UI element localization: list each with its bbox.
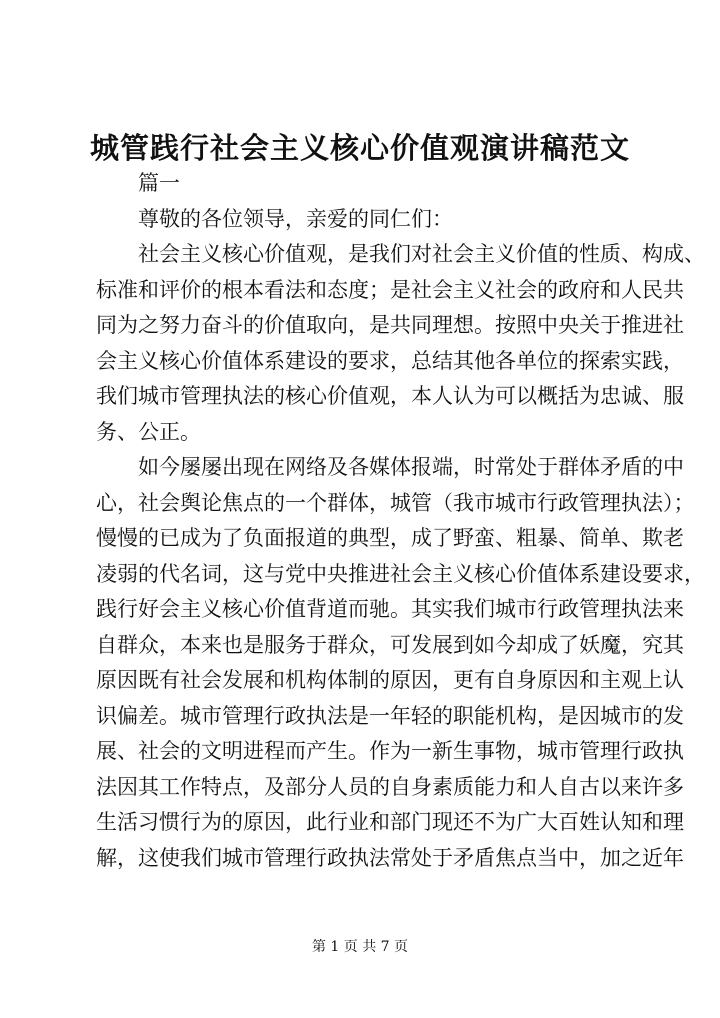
paragraph-line: 慢慢的已成为了负面报道的典型，成了野蛮、粗暴、简单、欺老 — [96, 526, 684, 550]
paragraph-line: 识偏差。城市管理行政执法是一年轻的职能机构，是因城市的发 — [96, 703, 684, 728]
paragraph-line: 同为之努力奋斗的价值取向，是共同理想。按照中央关于推进社 — [96, 313, 684, 337]
paragraph-line: 标准和评价的根本看法和态度；是社会主义社会的政府和人民共 — [96, 277, 684, 302]
paragraph-line: 我们城市管理执法的核心价值观，本人认为可以概括为忠诚、服 — [96, 384, 684, 408]
paragraph-line: 务、公正。 — [96, 419, 201, 444]
paragraph-line: 自群众，本来也是服务于群众，可发展到如今却成了妖魔，究其 — [96, 632, 684, 657]
paragraph-line: 会主义核心价值体系建设的要求，总结其他各单位的探索实践， — [96, 348, 684, 373]
section-heading: 篇一 — [138, 171, 180, 195]
document-title: 城管践行社会主义核心价值观演讲稿范文 — [89, 131, 630, 165]
paragraph-line: 原因既有社会发展和机构体制的原因，更有自身原因和主观上认 — [96, 668, 684, 692]
paragraph-line: 社会主义核心价值观，是我们对社会主义价值的性质、构成、 — [138, 242, 705, 266]
paragraph-line: 生活习惯行为的原因，此行业和部门现还不为广大百姓认知和理 — [96, 810, 684, 834]
paragraph-line: 心，社会舆论焦点的一个群体，城管（我市城市行政管理执法）； — [96, 490, 695, 515]
paragraph-line: 践行好会主义核心价值背道而驰。其实我们城市行政管理执法来 — [96, 597, 684, 621]
paragraph-line: 法因其工作特点，及部分人员的自身素质能力和人自古以来许多 — [96, 774, 684, 799]
salutation: 尊敬的各位领导，亲爱的同仁们： — [138, 206, 453, 231]
paragraph-line: 展、社会的文明进程而产生。作为一新生事物，城市管理行政执 — [96, 739, 684, 763]
paragraph-line: 解，这使我们城市管理行政执法常处于矛盾焦点当中，加之近年 — [96, 845, 684, 870]
paragraph-line: 凌弱的代名词，这与党中央推进社会主义核心价值体系建设要求， — [96, 561, 705, 586]
document-body — [96, 166, 705, 876]
page-number-footer: 第 1 页 共 7 页 — [311, 939, 409, 955]
paragraph-line: 如今屡屡出现在网络及各媒体报端，时常处于群体矛盾的中 — [138, 455, 684, 479]
